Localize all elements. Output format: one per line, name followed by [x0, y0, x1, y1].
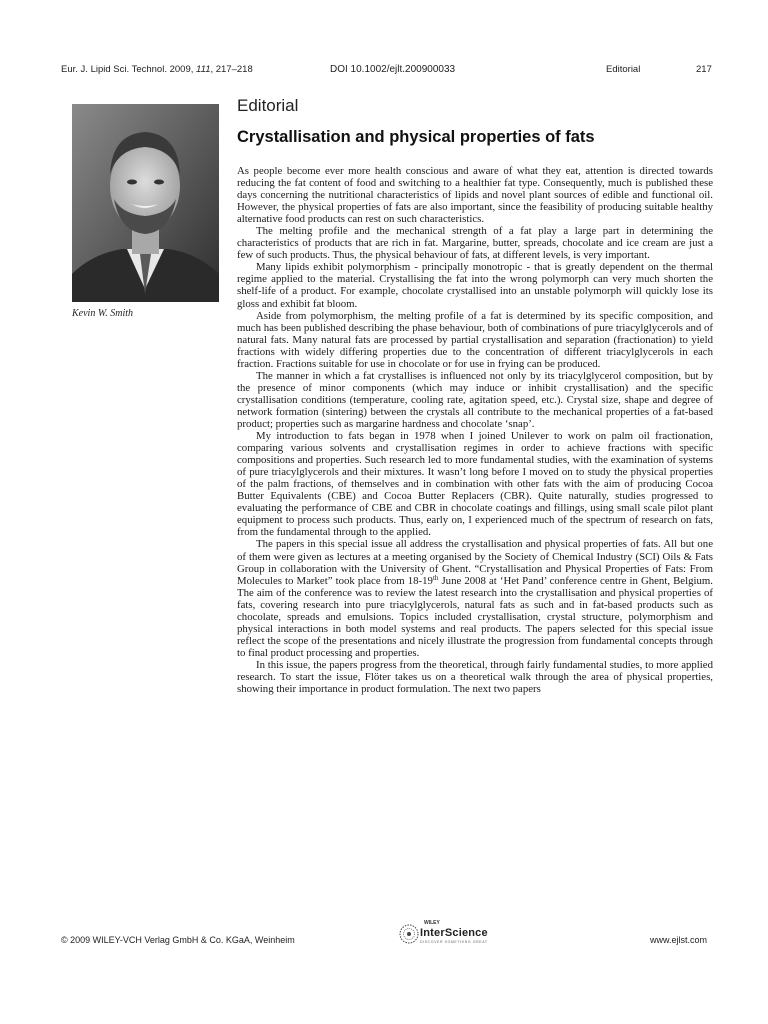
article-body [237, 165, 713, 695]
copyright: © 2009 WILEY-VCH Verlag GmbH & Co. KGaA, Weinheim [61, 935, 295, 945]
volume-number: 111 [196, 64, 211, 75]
paragraph: In this issue, the papers progress from the theoretical, through fairly fundamental studies, to more applied research. To start the issue, Flöter takes us on a theoretical walk through the area of physical properties, showing their importance in product formulation. The next two papers [237, 658, 713, 696]
globe-icon [398, 922, 420, 946]
paragraph: The melting profile and the mechanical strength of a fat play a large part in determining the characteristics of products that are rich in fat. Margarine, butter, spreads, chocolate and ice cream are just a few of such products. Thus, the physical behaviour of fats, at different levels, is very important. [237, 225, 713, 262]
doi: DOI 10.1002/ejlt.200900033 [330, 64, 456, 75]
page-number: 217 [696, 64, 712, 75]
journal-citation: Eur. J. Lipid Sci. Technol. 2009, 111, 217–218 [61, 64, 253, 75]
paragraph: My introduction to fats began in 1978 when I joined Unilever to work on palm oil fractionation, comparing various solvents and crystallisation regimes in order to achieve fractions with specific compositions and properties. Such research led to more fundamental studies, with the examination of systems of pure triacylglycerols and their mixtures. It wasn’t long before I moved on to study the physical properties of the palm fractions, of themselves and in combination with other fats with the aim of producing Cocoa Butter Equivalents (CBE) and Cocoa Butter Replacers (CBR). Quite naturally, studies progressed to evaluating the performance of CBE and CBR in chocolate coatings and fillings, using small scale pilot plant equipment to process such products. Thus, early on, I experienced much of the spectrum of research on fats, from the fundamental through to the applied. [237, 430, 713, 539]
paragraph: Many lipids exhibit polymorphism - principally monotropic - that is greatly dependent on the thermal regime applied to the material. Crystallising the fat into the wrong polymorph can very much shorten the shelf-life of a product. For example, chocolate crystallised into an unstable polymorph will quickly lose its gloss and exhibit fat bloom. [237, 261, 713, 310]
section-label: Editorial [237, 96, 299, 115]
paragraph: Aside from polymorphism, the melting profile of a fat is determined by its specific composition, and much has been published describing the phase behaviour, both of combinations of pure triacylglycerols and of natural fats. Many natural fats are processed by partial crystallisation and separation (fractionation) to yield fractions with widely differing properties due to the concentration of different triacylglycerols in each fraction. Fractions suitable for use in chocolate or for use in frying can be produced. [237, 309, 713, 370]
author-photo [72, 104, 219, 302]
logo-name: InterScience [420, 927, 488, 939]
logo-brand: WILEY [424, 920, 440, 926]
article-title: Crystallisation and physical properties of fats [237, 128, 595, 146]
author-caption: Kevin W. Smith [72, 308, 134, 319]
paragraph: The manner in which a fat crystallises is influenced not only by its triacylglycerol composition, but by the presence of minor components (which may induce or inhibit crystallisation) and the specific crystallisation conditions (temperature, cooling rate, agitation speed, etc.). Crystal size, shape and degree of network formation (sintering) between the crystals all contribute to the mechanical properties of a fat-based product; properties such as margarine hardness and chocolate ‘snap’. [237, 369, 713, 430]
journal-url[interactable]: www.ejlst.com [650, 935, 708, 945]
paragraph: As people become ever more health conscious and aware of what they eat, attention is directed towards reducing the fat content of food and switching to a healthier fat type. Consequently, much is published these days concerning the nutritional characteristics of lipids and novel plant sources of edible and functional oil. However, the physical properties of fats are also important, since the feasibility of producing suitable healthy alternative food products can rest on such characteristics. [237, 165, 713, 226]
superscript: th [432, 573, 439, 582]
header-section: Editorial [606, 64, 641, 75]
interscience-logo [398, 922, 506, 946]
paragraph: The papers in this special issue all address the crystallisation and physical properties of fats. All but one of them were given as lectures at a meeting organised by the Society of Chemical Industry (SCI) Oils & Fats Group in collaboration with the University of Ghent. “Crystallisation and Physical Properties of Fats: From Molecules to Market” took place from 18-19th June 2008 at ‘Het Pand’ conference centre in Ghent, Belgium. The aim of the conference was to review the latest research into the crystallisation and physical properties of fats, covering research into pure triacylglycerols, natural fats as such and in fat-based products such as chocolate, spreads and emulsions. Topics included crystallisation, crystal structure, polymorphism and physical interactions in both model systems and real products. The papers selected for this special issue reflect the scope of the presentations and nicely illustrate the progression from fundamental concepts through to final product processing and properties. [237, 538, 713, 659]
logo-tagline: DISCOVER SOMETHING GREAT [420, 940, 488, 944]
